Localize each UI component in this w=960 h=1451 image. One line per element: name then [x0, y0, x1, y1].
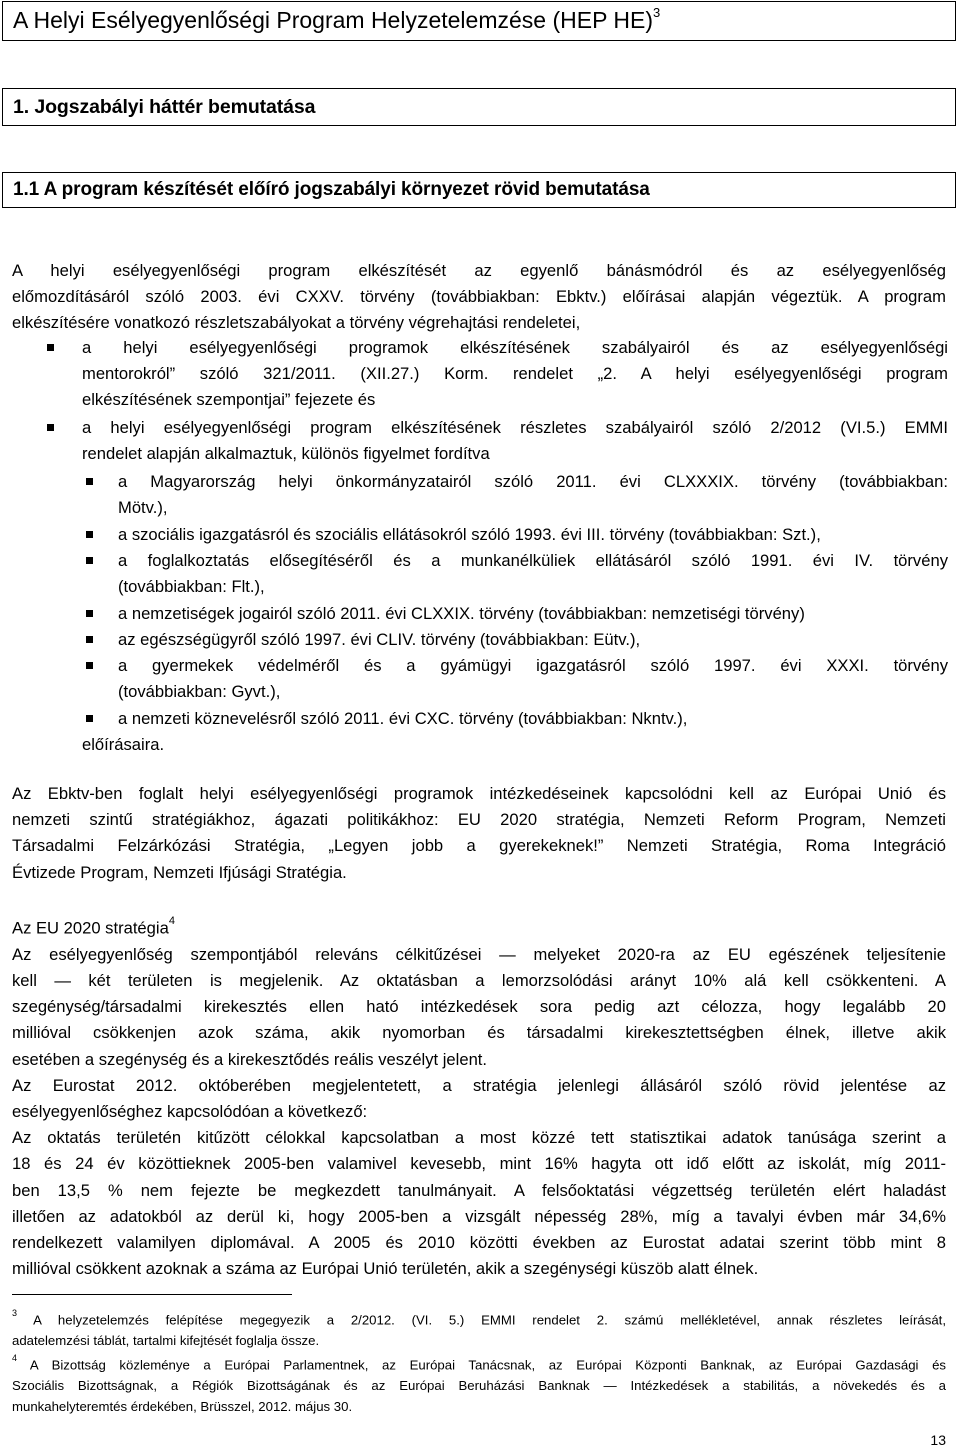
list-item: a helyi esélyegyenlőségi program elkészítésének részletes szabályairól szóló 2/2012 (VI.5.) EMMI rendelet alapján alkalmaztuk, különös figyelmet fordítva	[82, 418, 948, 464]
strategy-paragraph: Az Ebktv-ben foglalt helyi esélyegyenlőségi programok intézkedéseinek kapcsolódni kell az Európai Unió és nemzeti szintű stratégiákhoz, ágazati politikákhoz: EU 2020 stratégia, Nemzeti Reform Program, Nemzeti Társadalmi Felzárkózási Stratégia, „Legyen jobb a gyerekeknek!” Nemzeti Stratégia, Roma Integráció Évtizede Program, Nemzeti Ifjúsági Stratégia.	[12, 784, 946, 882]
footnote-ref-3[interactable]: 3	[653, 5, 661, 20]
intro-line: elkészítésére vonatkozó részletszabályokat a törvény végrehajtási rendeletei,	[12, 313, 581, 333]
section-1-heading-box	[2, 88, 956, 126]
bullet-square-icon	[86, 531, 93, 538]
bullet-square-icon	[86, 610, 93, 617]
list-item: a gyermekek védelméről és a gyámügyi igazgatásról szóló 1997. évi XXXI. törvény (továbbiakban: Gyvt.),	[118, 656, 948, 702]
list-closing: előírásaira.	[82, 735, 165, 754]
list-item: a szociális igazgatásról és szociális ellátásokról szóló 1993. évi III. törvény (továbbiakban: Szt.),	[118, 525, 821, 544]
list-item: a helyi esélyegyenlőségi programok elkészítésének szabályairól és az esélyegyenlőségi mentorokról” szóló 321/2011. (XII.27.) Korm. rendelet „2. A helyi esélyegyenlőségi program elkészítésének szempontjai” fejezete és	[82, 338, 948, 410]
list-item: az egészségügyről szóló 1997. évi CLIV. törvény (továbbiakban: Eütv.),	[118, 630, 641, 649]
eu2020-heading: Az EU 2020 stratégia$^4$	[12, 915, 175, 938]
bullet-square-icon	[86, 715, 93, 722]
bullet-square-icon	[86, 478, 93, 485]
footnote-separator	[12, 1294, 292, 1295]
page-number: 13	[930, 1432, 946, 1448]
section-1-1-heading-box	[2, 172, 956, 208]
section-1-heading: 1. Jogszabályi háttér bemutatása	[13, 96, 316, 118]
eu2020-section: Az EU 2020 stratégia$^4$ Az esélyegyenlőség szempontjából releváns célkitűzései — melyeket 2020-ra az EU egészének teljesítenie kell — két területen is megjelenik. Az oktatásban a lemorzsolódási arányt 10% alá kell csökkenteni. A szegénység/társadalmi kirekesztés ellen ható intézkedések sora pedig azt célozza, hogy legalább 20 millióval csökkenjen azok száma, akik nyomorban és társadalmi kirekesztettségben élnek, illetve akik esetében a szegénység és a kirekesztődés reális veszélyt jelent. Az Eurostat 2012. októberében megjelentetett, a stratégia jelenlegi állásáról szóló rövid jelentése az esélyegyenlőséghez kapcsolódóan a következő: Az oktatás területén kitűzött célokkal kapcsolatban a most közzé tett statisztikai adatok tanúsága szerint a 18 és 24 év közöttieknek 2005-ben valamivel kevesebb, mint 16% hagyta ott idő előtt az iskolát, míg 2011- ben 13,5 % nem fejezte be megkezdett tanulmányait. A felsőoktatási végzettség területén elért haladást illetően az adatokból az derül ki, hogy 2005-ben a vizsgált népesség 28%, míg a tavalyi évben már 34,6% rendelkezett valamilyen diplomával. A 2005 és 2010 közötti években az Eurostat adatai szerint több mint 8 millióval csökkent azoknak a száma az Európai Unió területén, akik a szegénységi küszöb alatt élnek.	[12, 911, 946, 1282]
bullet-square-icon	[86, 557, 93, 564]
bullet-square-icon	[86, 662, 93, 669]
footnote-ref-4[interactable]: 4	[168, 915, 175, 927]
list-item: a nemzeti köznevelésről szóló 2011. évi CXC. törvény (továbbiakban: Nkntv.),	[118, 709, 688, 728]
document-title-box	[2, 1, 956, 41]
bullet-square-icon	[47, 424, 54, 431]
bullet-square-icon	[47, 344, 54, 351]
list-item: a foglalkoztatás elősegítéséről és a munkanélküliek ellátásáról szóló 1991. évi IV. törvény (továbbiakban: Flt.),	[118, 551, 948, 597]
bullet-square-icon	[86, 636, 93, 643]
section-1-1-heading: 1.1 A program készítését előíró jogszabályi környezet rövid bemutatása	[13, 179, 650, 200]
intro-line: előmozdításáról szóló 2003. évi CXXV. törvény (továbbiakban: Ebktv.) előírásai alapján végeztük. A program	[12, 287, 946, 307]
document-title: A Helyi Esélyegyenlőségi Program Helyzetelemzése (HEP HE)$^3$	[13, 5, 661, 33]
intro-line: A helyi esélyegyenlőségi program elkészítését az egyenlő bánásmódról és az esélyegyenlőség	[12, 261, 946, 280]
footnote-4: $^4$ A Bizottság közleménye a Európai Parlamentnek, az Európai Tanácsnak, az Európai Központi Banknak, az Európai Gazdasági és Szociális Bizottságnak, a Régiók Bizottságának és az Európai Beruházási Banknak — Intézkedések a stabilitás, a növekedés és a munkahelyteremtés érdekében, Brüsszel, 2012. május 30.	[12, 1353, 946, 1414]
list-item: a Magyarország helyi önkormányzatairól szóló 2011. évi CLXXXIX. törvény (továbbiakban: Mötv.),	[118, 472, 948, 518]
intro-paragraph	[12, 258, 946, 337]
footnote-3: $^3$ A helyzetelemzés felépítése megegyezik a 2/2012. (VI. 5.) EMMI rendelet 2. számú mellékletével, annak részletes leírását, adatelemzési táblát, tartalmi kifejtését foglalja össze.	[12, 1308, 947, 1348]
list-item: a nemzetiségek jogairól szóló 2011. évi CLXXIX. törvény (továbbiakban: nemzetiségi törvény)	[118, 604, 805, 623]
